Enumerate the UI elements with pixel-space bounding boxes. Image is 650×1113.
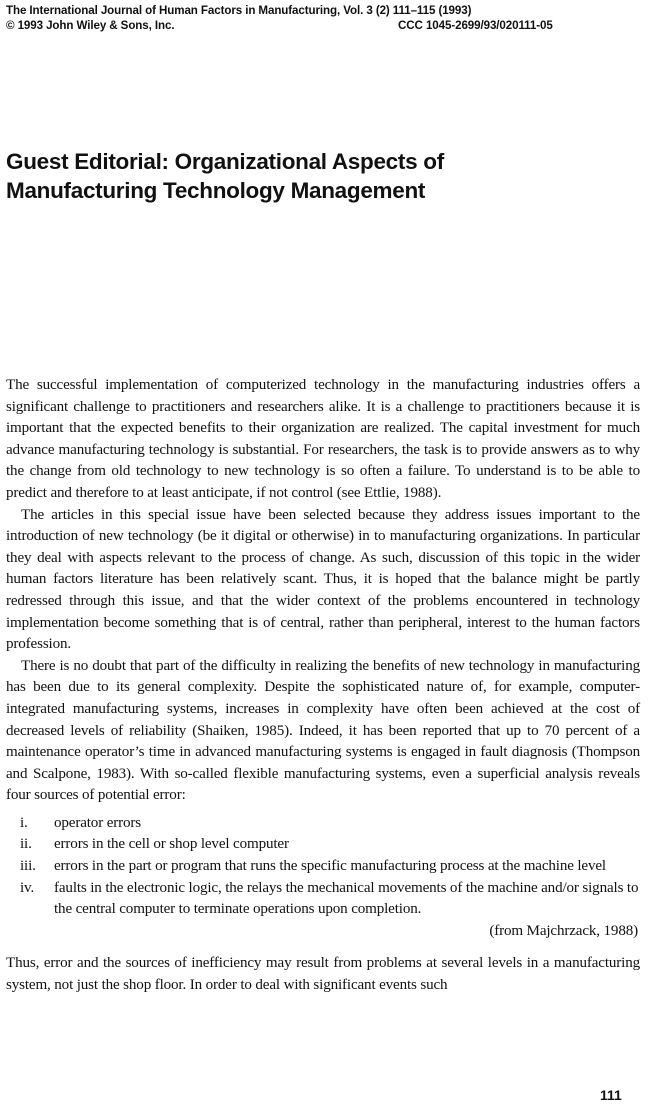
title-line-1: Guest Editorial: Organizational Aspects of [6, 149, 444, 174]
closing-paragraph: Thus, error and the sources of inefficiency may result from problems at several levels in a manufacturing system, not just the shop floor. In order to deal with significant events such [6, 955, 640, 994]
journal-citation-line [6, 3, 626, 18]
list-item-number: iv. [20, 879, 35, 896]
list-item [6, 834, 640, 856]
list-item [6, 878, 640, 921]
list-item-text: errors in the cell or shop level computer [54, 836, 289, 853]
list-item-text: faults in the electronic logic, the relays the mechanical movements of the machine and/or signals to the central computer to terminate operations upon completion. [54, 879, 639, 918]
paragraph-2: The articles in this special issue have been selected because they address issues important to the introduction of new technology (be it digital or otherwise) in to manufacturing organizations. In particular they deal with aspects relevant to the process of change. As such, discussion of this topic in the wider human factors literature has been relatively scant. Thus, it is hoped that the balance might be partly redressed through this issue, and that the wider context of the problems encountered in technology implementation become something that is of central, rather than peripheral, interest to the human factors profession. [6, 506, 640, 653]
error-sources-list [6, 813, 640, 921]
copyright-line [6, 18, 626, 33]
list-item [6, 813, 640, 835]
list-item-number: iii. [20, 858, 36, 875]
ccc-code: CCC 1045-2699/93/020111-05 [398, 19, 553, 32]
article-title [6, 147, 636, 205]
list-item-number: i. [20, 814, 28, 831]
title-line-2: Manufacturing Technology Management [6, 178, 426, 203]
journal-line: The International Journal of Human Factors in Manufacturing, Vol. 3 (2) 111–115 (1993) [6, 4, 472, 17]
paragraph-1: The successful implementation of computerized technology in the manufacturing industries offers a significant challenge to practitioners and researchers alike. It is a challenge to practitioners because it is important that the expected benefits to their organization are realized. The capital investment for much advance manufacturing technology is substantial. For researchers, the task is to provide answers as to why the change from old technology to new technology is so often a failure. To understand is to be able to predict and therefore to at least anticipate, if not control (see Ettlie, 1988). [6, 377, 640, 501]
list-citation: (from Majchrzack, 1988) [489, 922, 638, 939]
list-item [6, 856, 640, 878]
copyright: © 1993 John Wiley & Sons, Inc. [6, 19, 175, 32]
paragraph-3: There is no doubt that part of the difficulty in realizing the benefits of new technology in manufacturing has been due to its general complexity. Despite the sophisticated nature of, for example, computer-integrated manufacturing systems, increases in complexity have often been achieved at the cost of decreased levels of reliability (Shaiken, 1985). Indeed, it has been reported that up to 70 percent of a maintenance operator’s time in advanced manufacturing systems is engaged in fault diagnosis (Thompson and Scalpone, 1983). With so-called flexible manufacturing systems, even a superficial analysis reveals four sources of potential error: [6, 657, 640, 804]
list-item-text: errors in the part or program that runs the specific manufacturing process at the machine level [54, 858, 606, 875]
page-number: 111 [600, 1087, 622, 1103]
list-item-text: operator errors [54, 814, 142, 831]
running-header [6, 3, 626, 33]
list-item-number: ii. [20, 836, 32, 853]
article-body [6, 375, 640, 997]
